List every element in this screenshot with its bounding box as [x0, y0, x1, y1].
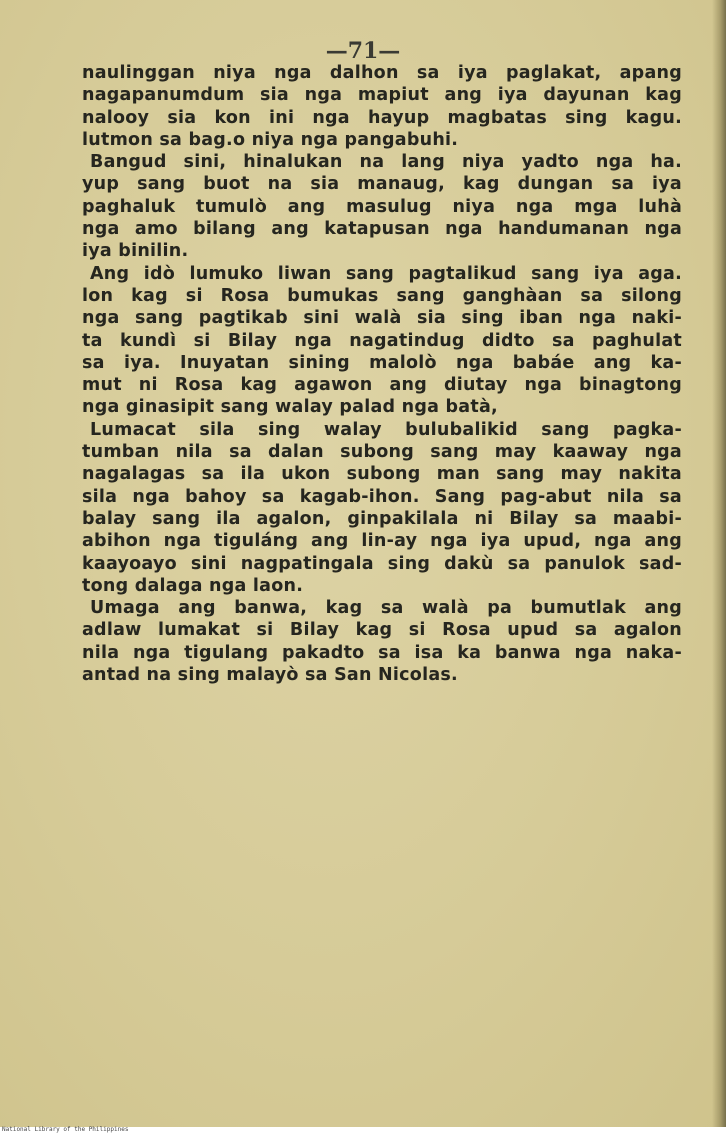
- text-line: naulinggan niya nga dalhon sa iya paglakat, apang: [82, 63, 682, 83]
- text-line: ta kundì si Bilay nga nagatindug didto sa paghulat: [82, 330, 682, 351]
- text-line: nga sang pagtikab sini walà sia sing iban nga naki-: [82, 308, 682, 329]
- page-number: —71—: [325, 38, 401, 64]
- text-line: kaayoayo sini nagpatingala sing dakù sa panulok sad-: [82, 553, 682, 574]
- text-line: tumban nila sa dalan subong sang may kaaway nga: [82, 442, 682, 463]
- text-line: mut ni Rosa kag agawon ang diutay nga binagtong: [82, 375, 682, 396]
- text-line: nila nga tigulang pakadto sa isa ka banwa nga naka-: [82, 642, 682, 663]
- text-line: nalooy sia kon ini nga hayup magbatas sing kagu.: [82, 107, 682, 128]
- text-line: nga amo bilang ang katapusan nga handumanan nga: [82, 219, 682, 240]
- text-line: Bangud sini, hinalukan na lang niya yadto nga ha.: [90, 152, 682, 173]
- text-line: nagalagas sa ila ukon subong man sang may nakita: [82, 464, 682, 485]
- text-line: nga ginasipit sang walay palad nga batà,: [82, 397, 498, 418]
- text-line: Lumacat sila sing walay bulubalikid sang pagka-: [90, 419, 682, 440]
- text-line: adlaw lumakat si Bilay kag si Rosa upud sa agalon: [82, 620, 682, 641]
- footer-strip: [0, 1127, 726, 1133]
- page-text-body: [82, 62, 682, 686]
- text-line: nagapanumdum sia nga mapiut ang iya dayunan kag: [82, 85, 682, 106]
- text-line: sa iya. Inuyatan sining malolò nga babáe ang ka-: [82, 352, 682, 373]
- text-line: abihon nga tiguláng ang lin-ay nga iya upud, nga ang: [82, 531, 682, 552]
- text-line: tong dalaga nga laon.: [82, 575, 304, 596]
- page-edge-shadow: [712, 0, 726, 1127]
- text-line: lon kag si Rosa bumukas sang ganghàan sa silong: [82, 285, 682, 306]
- text-line: paghaluk tumulò ang masulug niya nga mga luhà: [82, 196, 682, 217]
- text-line: iya binilin.: [82, 241, 189, 262]
- text-line: antad na sing malayò sa San Nicolas.: [82, 665, 458, 686]
- text-line: balay sang ila agalon, ginpakilala ni Bilay sa maabi-: [82, 508, 682, 529]
- text-line: Umaga ang banwa, kag sa walà pa bumutlak ang: [90, 598, 682, 619]
- text-line: yup sang buot na sia manaug, kag dungan sa iya: [82, 174, 682, 195]
- text-line: lutmon sa bag.o niya nga pangabuhi.: [82, 129, 459, 150]
- text-line: Ang idò lumuko liwan sang pagtalikud sang iya aga.: [90, 263, 682, 284]
- text-line: sila nga bahoy sa kagab-ihon. Sang pag-abut nila sa: [82, 486, 682, 507]
- footer-credit: National Library of the Philippines: [2, 1126, 129, 1133]
